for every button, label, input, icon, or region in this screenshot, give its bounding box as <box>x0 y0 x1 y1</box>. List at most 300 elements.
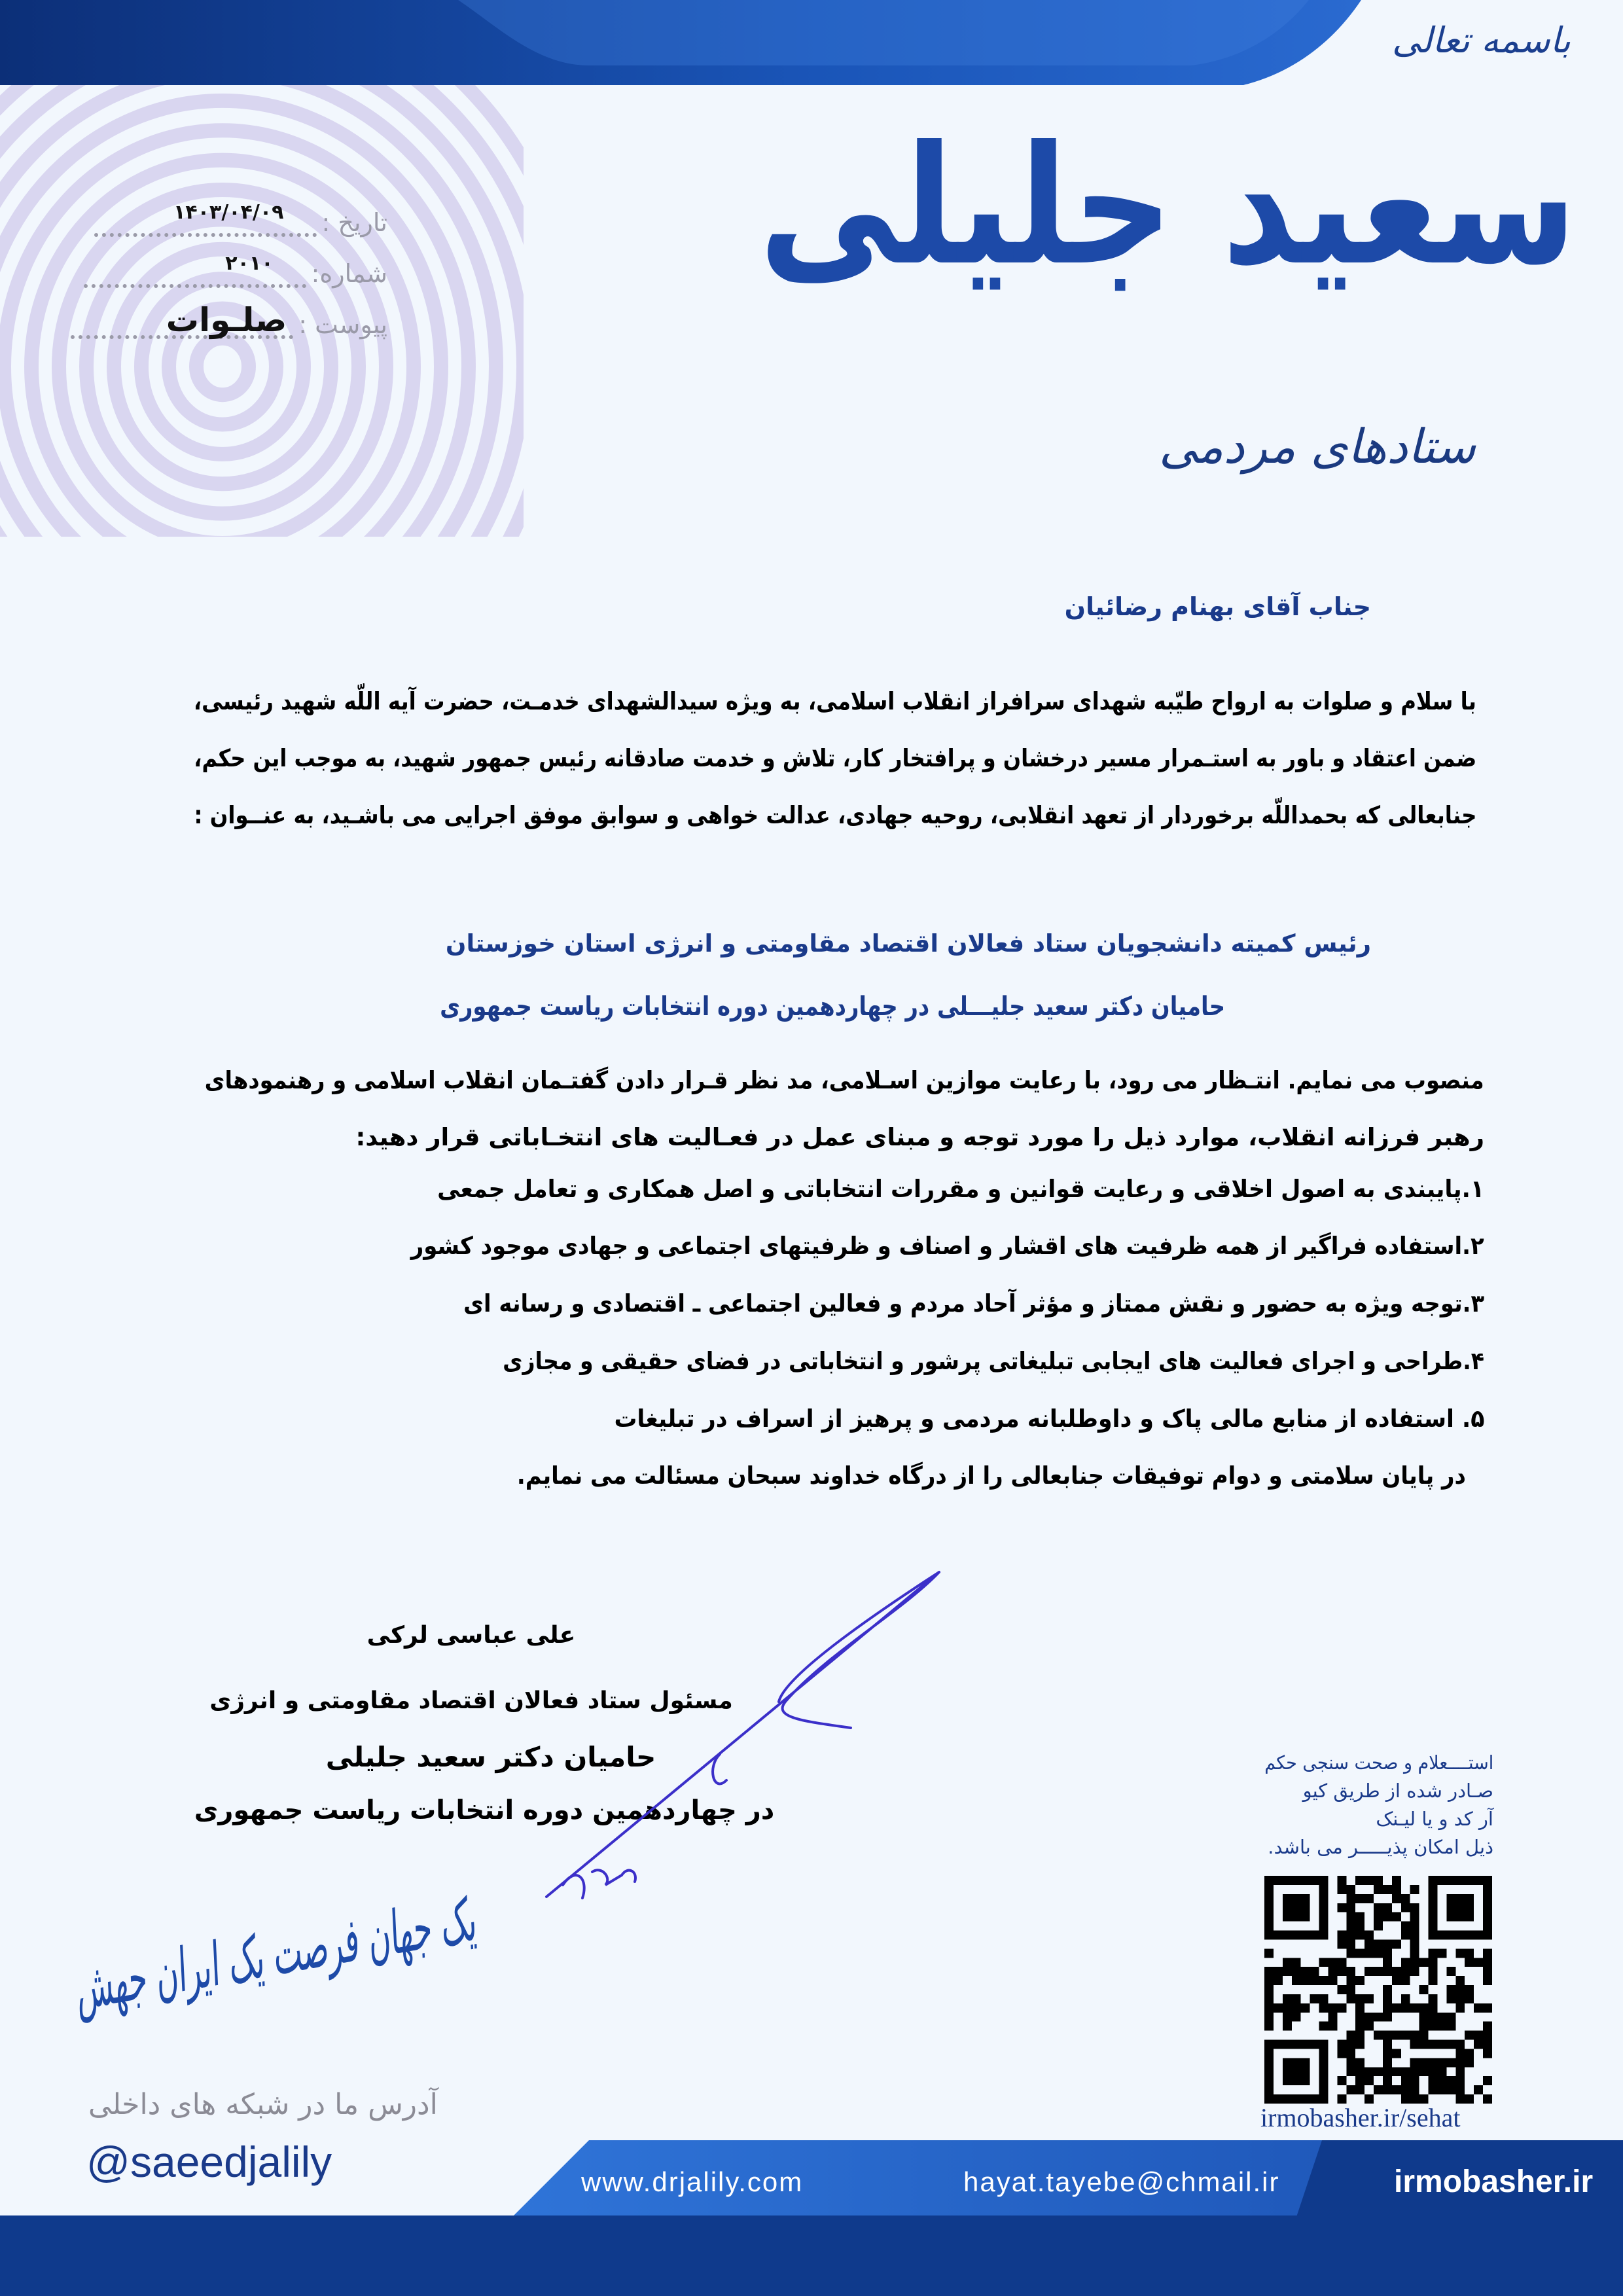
qr-module <box>1374 2085 1383 2094</box>
qr-module <box>1483 2076 1492 2085</box>
qr-module <box>1374 1967 1383 1976</box>
qr-module <box>1465 2049 1474 2058</box>
body-line: منصوب می نمایم. انتـظار می رود، با رعایت موازین اسـلامی، مد نظر قـرار دادن گفتـمان انقلاب اسلامی و رهنمودهای <box>205 1066 1484 1094</box>
qr-module <box>1337 2076 1346 2085</box>
intro-line: ضمن اعتقاد و باور به استـمرار مسیر درخشان و پرافتخار کار، تلاش و خدمت صادقانه رئیس جمهور شهید، به موجب این حکم، <box>194 744 1476 772</box>
slogan-area <box>68 1884 481 2032</box>
qr-module <box>1410 1939 1419 1948</box>
qr-module <box>1446 2076 1455 2085</box>
qr-module <box>1410 1931 1419 1940</box>
footer-band <box>0 2134 1623 2296</box>
qr-module <box>1274 1967 1283 1976</box>
qr-module <box>1483 2022 1492 2031</box>
verification-text-line: آر کد و یا لیـنک <box>1376 1808 1493 1830</box>
qr-module <box>1301 1967 1310 1976</box>
qr-module <box>1292 1994 1301 2003</box>
qr-module <box>1374 1948 1383 1958</box>
qr-module <box>1337 2003 1346 2013</box>
qr-module <box>1446 1985 1455 1994</box>
qr-module <box>1346 2067 1355 2076</box>
qr-module <box>1429 2022 1438 2031</box>
qr-module <box>1346 1903 1355 1912</box>
position-title-text: رئیس کمیته دانشجویان ستاد فعالان اقتصاد مقاومتی و انرژی استان خوزستان <box>445 929 1371 958</box>
qr-module <box>1483 1967 1492 1976</box>
qr-module <box>1483 2094 1492 2104</box>
qr-module <box>1429 2040 1438 2049</box>
qr-module <box>1465 1985 1474 1994</box>
qr-module <box>1319 1994 1329 2003</box>
qr-module <box>1474 2031 1483 2040</box>
intro-line: با سلام و صلوات به ارواح طیّبه شهدای سرافراز انقلاب اسلامی، به ویژه سیدالشهدای خدمـت، حضرت آیه اللّه شهید رئیسی، <box>193 687 1476 715</box>
qr-module <box>1437 2067 1446 2076</box>
qr-module <box>1392 1967 1401 1976</box>
qr-module <box>1455 2058 1465 2067</box>
header-band <box>0 0 1623 92</box>
qr-module <box>1455 2040 1465 2049</box>
list-item-text: ۱.پایبندی به اصول اخلاقی و رعایت قوانین و مقررات انتخاباتی و اصل همکاری و تعامل جمعی <box>437 1175 1484 1203</box>
qr-module <box>1392 2085 1401 2094</box>
qr-module <box>1483 1976 1492 1985</box>
qr-module <box>1337 2040 1346 2049</box>
verification-text-line: استــــعلام و صحت سنجی حکم <box>1264 1751 1493 1774</box>
qr-module <box>1401 1958 1410 1967</box>
qr-module <box>1283 1994 1292 2003</box>
qr-module <box>1465 1948 1474 1958</box>
qr-module <box>1264 1948 1274 1958</box>
intro-line: جنابعالی که بحمداللّه برخوردار از تعهد انقلابی، روحیه جهادی، عدالت خواهی و سوابق موفق اجرایی می باشـید، به عنــوان : <box>194 801 1476 829</box>
qr-module <box>1337 1958 1346 1967</box>
list-item <box>314 1232 1484 1260</box>
qr-module <box>1410 1903 1419 1912</box>
qr-module <box>1455 2085 1465 2094</box>
number-value: ۲۰۱۰ <box>225 252 274 275</box>
qr-module <box>1429 2003 1438 2013</box>
qr-module <box>1301 2003 1310 2013</box>
date-row <box>94 201 388 237</box>
qr-module <box>1319 2003 1329 2013</box>
number-row <box>84 252 387 288</box>
qr-module <box>1310 1967 1319 1976</box>
qr-module <box>1346 1885 1355 1894</box>
qr-module <box>1437 2013 1446 2022</box>
qr-module <box>1346 1976 1355 1985</box>
signer-role: مسئول ستاد فعالان اقتصاد مقاومتی و انرژی <box>209 1687 733 1714</box>
qr-module <box>1383 2013 1392 2022</box>
qr-module <box>1346 2058 1355 2067</box>
signer-name: علی عباسی لرکی <box>366 1622 576 1649</box>
qr-module <box>1383 2058 1392 2067</box>
qr-module <box>1364 1876 1374 1885</box>
qr-module <box>1446 1967 1455 1976</box>
qr-module <box>1383 2085 1392 2094</box>
qr-module <box>1346 2085 1355 2094</box>
addressee: جناب آقای بهنام رضائیان <box>1064 592 1371 621</box>
qr-module <box>1392 1894 1401 1903</box>
qr-module <box>1310 1976 1319 1985</box>
qr-code[interactable] <box>1264 1876 1492 2104</box>
qr-module <box>1429 2076 1438 2085</box>
qr-module <box>1355 1976 1364 1985</box>
qr-module <box>1346 1939 1355 1948</box>
qr-module <box>1446 2013 1455 2022</box>
qr-module <box>1364 1948 1374 1958</box>
qr-module <box>1328 2013 1337 2022</box>
qr-module <box>1465 2058 1474 2067</box>
qr-module <box>1401 1976 1410 1985</box>
qr-module <box>1446 2040 1455 2049</box>
qr-module <box>1283 2013 1292 2022</box>
closing-line <box>430 1462 1466 1490</box>
bismillah-text: باسمه تعالی <box>1391 20 1571 61</box>
qr-module <box>1301 1976 1310 1985</box>
qr-module <box>1383 1912 1392 1922</box>
qr-module <box>1374 2067 1383 2076</box>
qr-module <box>1429 1994 1438 2003</box>
qr-module <box>1410 2031 1419 2040</box>
qr-module <box>1437 2040 1446 2049</box>
qr-module <box>1355 1994 1364 2003</box>
qr-module <box>1410 2067 1419 2076</box>
qr-module <box>1455 2049 1465 2058</box>
qr-module <box>1346 1948 1355 1958</box>
qr-module <box>1401 1894 1410 1903</box>
qr-module <box>1429 1958 1438 1967</box>
qr-module <box>1346 1894 1355 1903</box>
qr-module <box>1410 1958 1419 1967</box>
qr-module <box>1264 1994 1274 2003</box>
qr-module <box>1383 1903 1392 1912</box>
body-paragraph <box>205 1052 1484 1166</box>
qr-module <box>1346 2040 1355 2049</box>
qr-module <box>1355 2058 1364 2067</box>
qr-module <box>1401 1994 1410 2003</box>
qr-module <box>1474 1958 1483 1967</box>
qr-module <box>1364 1894 1374 1903</box>
qr-module <box>1292 2003 1301 2013</box>
qr-module <box>1346 1967 1355 1976</box>
qr-module <box>1455 2067 1465 2076</box>
qr-module <box>1401 2003 1410 2013</box>
qr-module <box>1346 1985 1355 1994</box>
qr-module <box>1337 1876 1346 1885</box>
qr-module <box>1328 2003 1337 2013</box>
qr-module <box>1465 1958 1474 1967</box>
qr-module <box>1374 1876 1383 1885</box>
qr-module <box>1383 2040 1392 2049</box>
verification-text-line: ذیل امکان پذیـــــر می باشد. <box>1268 1836 1493 1858</box>
qr-module <box>1383 1948 1392 1958</box>
qr-module <box>1483 2040 1492 2049</box>
list-item <box>374 1175 1484 1203</box>
qr-module <box>1355 2076 1364 2085</box>
qr-module <box>1383 1985 1392 1994</box>
qr-module <box>1419 2058 1429 2067</box>
qr-module <box>1346 1931 1355 1940</box>
qr-module <box>1337 1985 1346 1994</box>
qr-module <box>1374 1939 1383 1948</box>
qr-module <box>1401 1967 1410 1976</box>
qr-module <box>1383 1994 1392 2003</box>
qr-module <box>1319 2022 1329 2031</box>
qr-module <box>1374 1912 1383 1922</box>
qr-module <box>1355 1948 1364 1958</box>
qr-module <box>1264 1985 1274 1994</box>
qr-module <box>1419 2003 1429 2013</box>
qr-module <box>1364 1994 1374 2003</box>
attachment-value: صلـوات <box>166 301 287 339</box>
qr-module <box>1283 1894 1310 1922</box>
qr-module <box>1437 2058 1446 2067</box>
campaign-logo <box>622 111 1577 301</box>
qr-module <box>1328 1967 1337 1976</box>
signer-campaign: حامیان دکتر سعید جلیلی <box>325 1741 656 1773</box>
qr-module <box>1355 1876 1364 1885</box>
qr-module <box>1401 2085 1410 2094</box>
qr-module <box>1483 1948 1492 1958</box>
qr-module <box>1410 2040 1419 2049</box>
qr-module <box>1455 1985 1465 1994</box>
list-item-text: ۵. استفاده از منابع مالی پاک و داوطلبانه مردمی و پرهیز از اسراف در تبلیغات <box>614 1405 1484 1433</box>
qr-module <box>1328 1958 1337 1967</box>
campaign-title-text: حامیان دکتر سعید جلیـــلی در چهاردهمین دوره انتخابات ریاست جمهوری <box>440 992 1225 1022</box>
qr-module <box>1355 2067 1364 2076</box>
qr-module <box>1264 1967 1274 1976</box>
closing-text: در پایان سلامتی و دوام توفیقات جنابعالی را از درگاه خداوند سبحان مسئالت می نمایم. <box>517 1462 1466 1490</box>
qr-module <box>1346 1994 1355 2003</box>
qr-module <box>1292 2013 1301 2022</box>
date-value: ۱۴۰۳/۰۴/۰۹ <box>173 201 284 224</box>
qr-module <box>1410 1948 1419 1958</box>
list-item-text: ۳.توجه ویژه به حضور و نقش ممتاز و مؤثر آحاد مردم و فعالین اجتماعی ـ اقتصادی و رسانه ای <box>463 1289 1484 1318</box>
qr-module <box>1455 1948 1465 1958</box>
qr-module <box>1483 2003 1492 2013</box>
qr-module <box>1410 2003 1419 2013</box>
qr-module <box>1355 1931 1364 1940</box>
website-link[interactable]: www.drjalily.com <box>581 2166 804 2197</box>
qr-module <box>1346 2049 1355 2058</box>
campaign-title <box>294 992 1225 1022</box>
qr-module <box>1446 2058 1455 2067</box>
qr-module <box>1383 2049 1392 2058</box>
qr-module <box>1446 1994 1455 2003</box>
signer-election: در چهاردهمین دوره انتخابات ریاست جمهوری <box>194 1795 775 1825</box>
qr-module <box>1364 1931 1374 1940</box>
social-handle[interactable]: @saeedjalily <box>86 2138 332 2186</box>
qr-module <box>1455 1976 1465 1985</box>
network-label: آدرس ما در شبکه های داخلی <box>88 2088 438 2121</box>
qr-module <box>1392 2049 1401 2058</box>
slogan-calligraphy: یک جهان فرصت یک ایران جهش <box>68 1884 480 2024</box>
qr-module <box>1292 1976 1301 1985</box>
qr-module <box>1319 1976 1329 1985</box>
qr-module <box>1355 1894 1364 1903</box>
qr-module <box>1437 2076 1446 2085</box>
qr-module <box>1383 1885 1392 1894</box>
qr-module <box>1446 2022 1455 2031</box>
qr-module <box>1437 1948 1446 1958</box>
qr-module <box>1364 2067 1374 2076</box>
qr-module <box>1337 1903 1346 1912</box>
qr-module <box>1446 1894 1474 1922</box>
qr-module <box>1410 2076 1419 2085</box>
qr-module <box>1483 1958 1492 1967</box>
verification-text-line: صـادر شده از طریق کیو <box>1302 1780 1493 1802</box>
qr-module <box>1283 1958 1292 1967</box>
position-title <box>446 929 1371 958</box>
qr-module <box>1283 2022 1292 2031</box>
intro-paragraph <box>194 673 1476 844</box>
list-item <box>558 1405 1484 1433</box>
qr-module <box>1455 1994 1465 2003</box>
qr-module <box>1383 2031 1392 2040</box>
qr-module <box>1355 2003 1364 2013</box>
attachment-row <box>71 301 387 339</box>
qr-module <box>1364 2022 1374 2031</box>
qr-module <box>1419 2067 1429 2076</box>
qr-module <box>1355 2022 1364 2031</box>
qr-module <box>1410 2085 1419 2094</box>
qr-module <box>1392 2003 1401 2013</box>
qr-module <box>1346 1922 1355 1931</box>
qr-module <box>1392 1885 1401 1894</box>
qr-module <box>1328 2022 1337 2031</box>
qr-module <box>1374 1903 1383 1912</box>
qr-module <box>1355 2013 1364 2022</box>
qr-module <box>1483 2031 1492 2040</box>
qr-module <box>1465 1994 1474 2003</box>
attachment-label: پیوست : <box>298 310 387 339</box>
qr-module <box>1465 2031 1474 2040</box>
qr-module <box>1274 1976 1283 1985</box>
qr-module <box>1474 2003 1483 2013</box>
qr-module <box>1355 1922 1364 1931</box>
qr-module <box>1374 2031 1383 2040</box>
qr-module <box>1429 2058 1438 2067</box>
qr-module <box>1465 2094 1474 2104</box>
qr-module <box>1374 1922 1383 1931</box>
qr-module <box>1429 1948 1438 1958</box>
qr-module <box>1392 1876 1401 1885</box>
qr-module <box>1392 1976 1401 1985</box>
qr-module <box>1383 2067 1392 2076</box>
qr-module <box>1410 2058 1419 2067</box>
qr-module <box>1364 1939 1374 1948</box>
verification-link[interactable]: irmobasher.ir/sehat <box>1260 2103 1461 2132</box>
qr-module <box>1355 2085 1364 2094</box>
qr-module <box>1264 1976 1274 1985</box>
body-line: رهبر فرزانه انقلاب، موارد ذیل را مورد توجه و مبنای عمل در فعـالیت های انتخـاباتی قرار دهید: <box>355 1123 1484 1151</box>
qr-module <box>1401 1931 1410 1940</box>
qr-module <box>1337 2049 1346 2058</box>
qr-module <box>1392 2031 1401 2040</box>
qr-module <box>1383 1967 1392 1976</box>
qr-module <box>1328 1976 1337 1985</box>
qr-module <box>1355 2031 1364 2040</box>
qr-module <box>1429 2085 1438 2094</box>
qr-module <box>1374 2013 1383 2022</box>
brand-link[interactable]: irmobasher.ir <box>1394 2164 1594 2199</box>
qr-module <box>1337 1885 1346 1894</box>
qr-module <box>1283 2058 1310 2085</box>
qr-module <box>1429 1976 1438 1985</box>
qr-module <box>1474 2040 1483 2049</box>
date-label: تاریخ : <box>321 208 387 237</box>
qr-module <box>1410 1885 1419 1894</box>
qr-module <box>1337 1931 1346 1940</box>
qr-module <box>1455 2003 1465 2013</box>
list-item-text: ۴.طراحی و اجرای فعالیت های ایجابی تبلیغاتی پرشور و انتخاباتی در فضای حقیقی و مجازی <box>503 1347 1484 1375</box>
qr-module <box>1310 1994 1319 2003</box>
qr-module <box>1455 2076 1465 2085</box>
qr-module <box>1419 1958 1429 1967</box>
qr-module <box>1483 2049 1492 2058</box>
qr-module <box>1419 2040 1429 2049</box>
qr-module <box>1392 1912 1401 1922</box>
email-link[interactable]: hayat.tayebe@chmail.ir <box>963 2166 1280 2197</box>
qr-module <box>1429 1967 1438 1976</box>
qr-module <box>1419 2031 1429 2040</box>
qr-module <box>1401 2031 1410 2040</box>
qr-module <box>1337 1939 1346 1948</box>
qr-module <box>1437 2022 1446 2031</box>
logo-name: سعید جلیلی <box>759 111 1577 301</box>
qr-module <box>1364 2076 1374 2085</box>
qr-module <box>1274 2003 1283 2013</box>
qr-module <box>1410 1922 1419 1931</box>
qr-module <box>1346 2031 1355 2040</box>
qr-module <box>1401 1903 1410 1912</box>
list-item <box>365 1289 1484 1318</box>
qr-module <box>1410 1967 1419 1976</box>
qr-module <box>1337 1967 1346 1976</box>
qr-module <box>1364 2013 1374 2022</box>
qr-module <box>1292 1967 1301 1976</box>
list-item-text: ۲.استفاده فراگیر از همه ظرفیت های اقشار و اصناف و ظرفیتهای اجتماعی و جهادی موجود کشور <box>411 1232 1484 1260</box>
fingerprint-ridge <box>196 338 249 395</box>
verification-text <box>1264 1749 1493 1873</box>
qr-module <box>1437 2085 1446 2094</box>
qr-module <box>1383 2076 1392 2085</box>
qr-module <box>1446 2085 1455 2094</box>
logo-subtitle: ستادهای مردمی <box>1158 419 1476 474</box>
qr-module <box>1364 1967 1374 1976</box>
qr-module <box>1410 1912 1419 1922</box>
qr-module <box>1374 1885 1383 1894</box>
qr-module <box>1383 1958 1392 1967</box>
qr-module <box>1429 2013 1438 2022</box>
qr-module <box>1383 1939 1392 1948</box>
qr-module <box>1419 2013 1429 2022</box>
qr-module <box>1264 2013 1274 2022</box>
qr-module <box>1264 2022 1274 2031</box>
qr-module <box>1292 1958 1301 1967</box>
qr-module <box>1355 1912 1364 1922</box>
qr-module <box>1419 2022 1429 2031</box>
qr-module <box>1383 2003 1392 2013</box>
list-item <box>389 1347 1484 1375</box>
qr-module <box>1355 2040 1364 2049</box>
qr-module <box>1264 2003 1274 2013</box>
qr-module <box>1283 1967 1292 1976</box>
qr-module <box>1346 1912 1355 1922</box>
qr-module <box>1283 2003 1292 2013</box>
qr-module <box>1429 2067 1438 2076</box>
qr-module <box>1474 2085 1483 2094</box>
qr-module <box>1392 2067 1401 2076</box>
verification-text-content <box>1264 1749 1493 1861</box>
qr-module <box>1401 2076 1410 2085</box>
qr-module <box>1392 1939 1401 1948</box>
